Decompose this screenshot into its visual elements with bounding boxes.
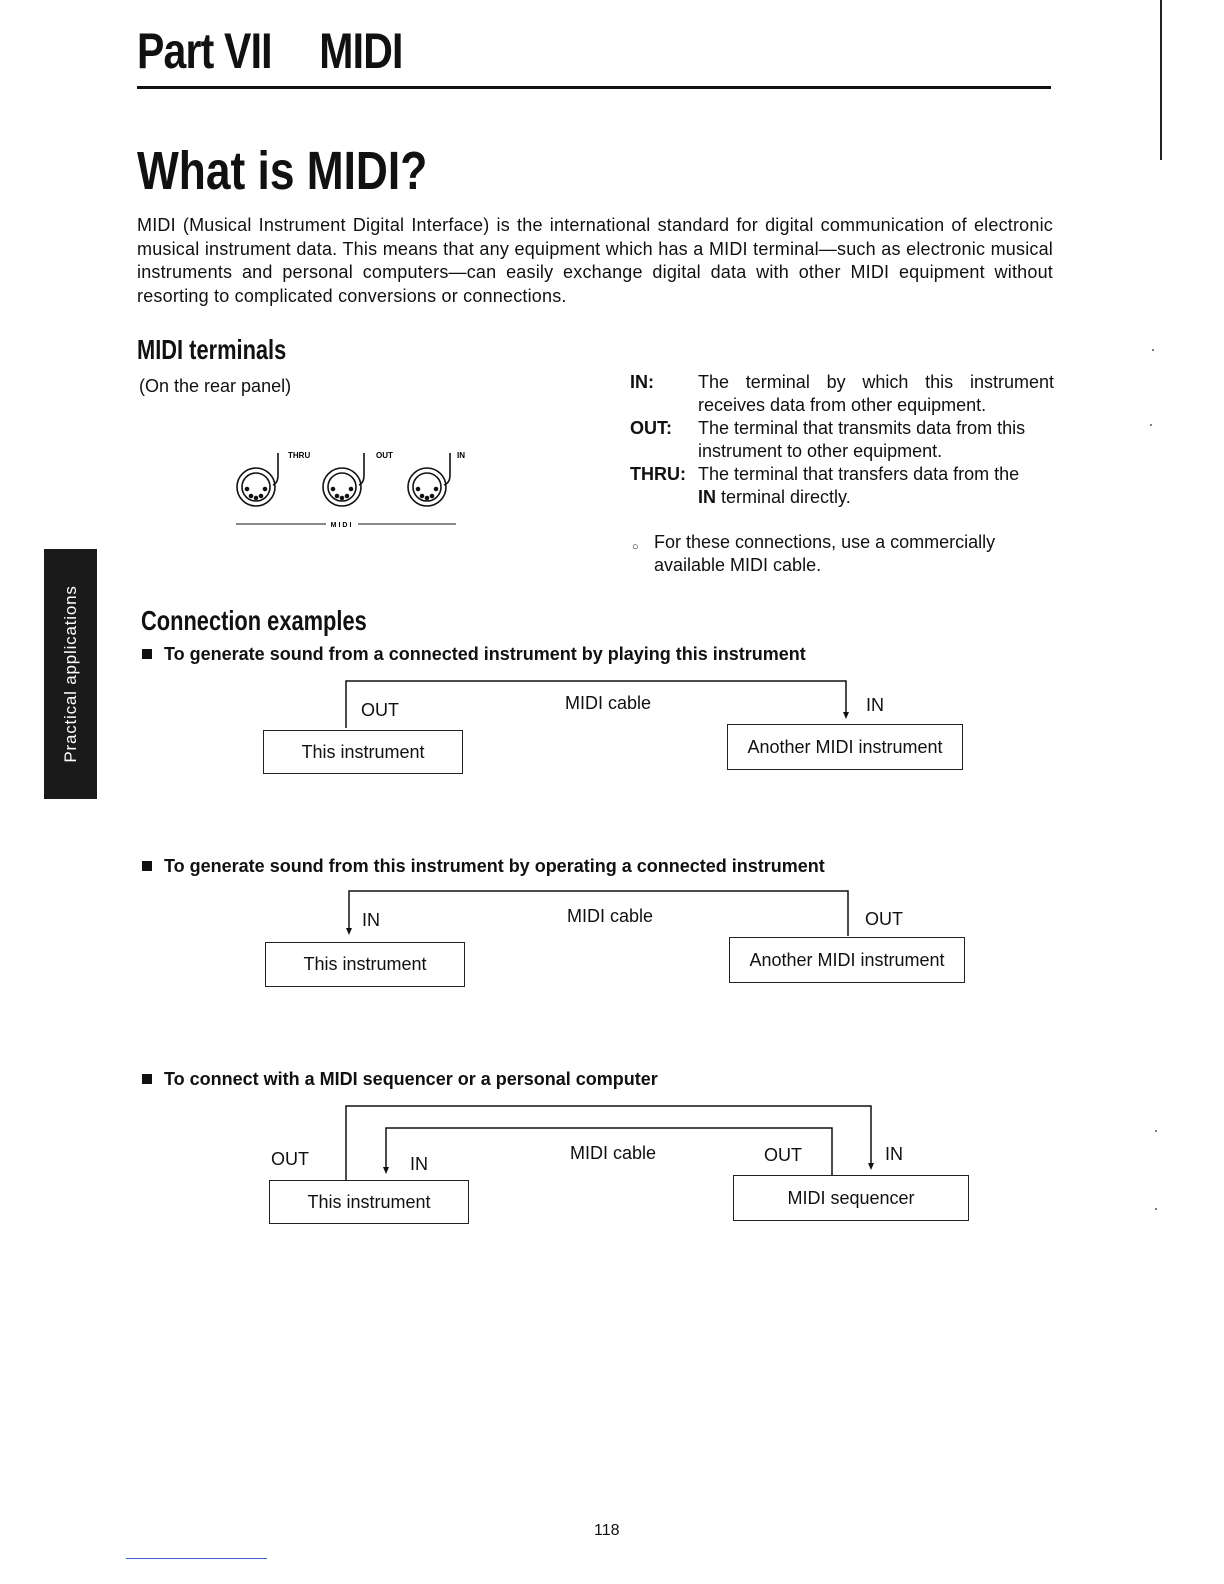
bullet-icon: ○ <box>632 541 639 553</box>
example3-right-in-label: IN <box>885 1144 903 1164</box>
example1-heading-text: To generate sound from a connected instrument by playing this instrument <box>164 644 806 664</box>
example3-left-in-label: IN <box>410 1154 428 1174</box>
example2-heading-text: To generate sound from this instrument by operating a connected instrument <box>164 856 825 876</box>
example1-out-label: OUT <box>361 700 399 720</box>
part-label: Part VII <box>137 23 272 79</box>
example1-cable-label: MIDI cable <box>565 693 652 713</box>
footer-line <box>126 1558 267 1559</box>
midi-terminals-heading: MIDI terminals <box>137 334 287 365</box>
example2-in-label: IN <box>362 910 380 930</box>
example3-cable-label: MIDI cable <box>570 1143 657 1163</box>
example2-another-instrument-box: Another MIDI instrument <box>729 937 965 983</box>
definition-desc: The terminal by which this instrument receives data from other equipment. <box>698 372 1054 415</box>
square-bullet-icon <box>142 1074 152 1084</box>
example2-out-label: OUT <box>865 909 903 929</box>
example3-this-instrument-box: This instrument <box>269 1180 469 1224</box>
in-figure-label: IN <box>457 451 465 460</box>
example1-in-label: IN <box>866 695 884 715</box>
definition-desc-text: The terminal that transfers data from the <box>698 464 1020 484</box>
example2-cable-label: MIDI cable <box>567 906 654 926</box>
definition-term: OUT: <box>630 418 672 438</box>
example3-heading <box>142 1069 658 1090</box>
connection-examples-heading: Connection examples <box>141 605 367 636</box>
example3-right-out-label: OUT <box>764 1145 802 1165</box>
square-bullet-icon <box>142 861 152 871</box>
page-number: 118 <box>594 1522 620 1539</box>
definition-desc-strong: IN <box>698 487 716 507</box>
example3-sequencer-box: MIDI sequencer <box>733 1175 969 1221</box>
intro-paragraph: MIDI (Musical Instrument Digital Interface) is the international standard for digital communication of electronic musical instrument data. This means that any equipment which has a MIDI terminal—such as electronic musical instruments and personal computers—can easily exchange digital data with other MIDI equipment without resorting to complicated conversions or connections. <box>137 215 1053 306</box>
definition-desc: The terminal that transmits data from this instrument to other equipment. <box>698 418 1026 461</box>
cable-note-text: For these connections, use a commercially available MIDI cable. <box>654 532 996 575</box>
example1-this-instrument-box: This instrument <box>263 730 463 774</box>
example1-another-instrument-box: Another MIDI instrument <box>727 724 963 770</box>
midi-figure-label: MIDI <box>330 522 354 529</box>
example2-this-instrument-box: This instrument <box>265 942 465 987</box>
definition-term: IN: <box>630 372 654 392</box>
page-title: What is MIDI? <box>137 141 428 201</box>
part-name: MIDI <box>319 23 403 79</box>
thru-figure-label: THRU <box>288 451 311 460</box>
definition-term: THRU: <box>630 464 686 484</box>
definition-desc-tail: terminal directly. <box>716 487 851 507</box>
side-tab-label: Practical applications <box>60 585 80 763</box>
example3-heading-text: To connect with a MIDI sequencer or a personal computer <box>164 1069 658 1089</box>
rear-panel-caption: (On the rear panel) <box>139 376 292 396</box>
example3-left-out-label: OUT <box>271 1149 309 1169</box>
example2-heading <box>142 856 825 877</box>
out-figure-label: OUT <box>376 451 393 460</box>
